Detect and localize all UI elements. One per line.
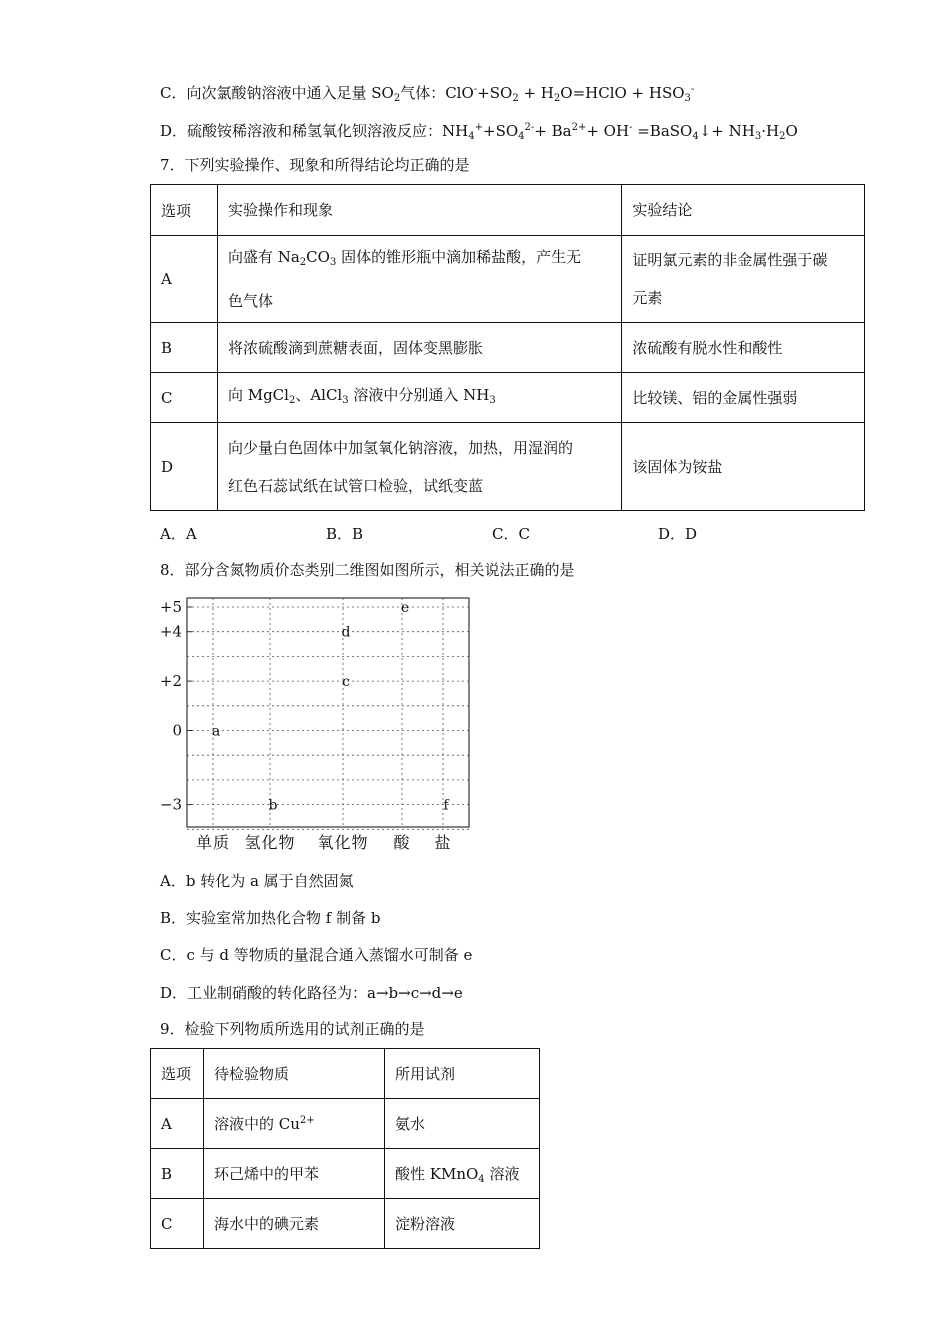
table-row xyxy=(151,1149,540,1199)
header-substance: 待检验物质 xyxy=(204,1049,385,1099)
table-row xyxy=(151,373,865,423)
q7-stem: 7．下列实验操作、现象和所得结论均正确的是 xyxy=(160,156,470,174)
row-option: C xyxy=(151,373,218,423)
header-option: 选项 xyxy=(151,185,218,236)
table-row xyxy=(151,423,865,511)
row-conclusion: 比较镁、铝的金属性强弱 xyxy=(622,373,865,423)
header-conclusion: 实验结论 xyxy=(622,185,865,236)
y-tick-label: −3 xyxy=(159,795,182,814)
row-conclusion: 证明氯元素的非金属性强于碳 元素 xyxy=(622,236,865,323)
q8-option-c: C．c 与 d 等物质的量混合通入蒸馏水可制备 e xyxy=(160,946,473,964)
x-category-label: 盐 xyxy=(434,833,452,852)
x-category-label: 酸 xyxy=(393,833,411,852)
chart-grid xyxy=(187,598,469,829)
header-reagent: 所用试剂 xyxy=(385,1049,540,1099)
row-option: B xyxy=(151,1149,204,1199)
x-category-label: 氧化物 xyxy=(317,833,369,852)
q8-option-a: A．b 转化为 a 属于自然固氮 xyxy=(160,872,354,890)
choice-a: A．A xyxy=(160,525,197,543)
x-category-label: 单质 xyxy=(195,833,231,852)
q6-option-c: C．向次氯酸钠溶液中通入足量 $SO_2$气体：$ClO^-+SO_2$ + $H_2O=HClO + HSO_3^-$ xyxy=(160,84,695,104)
point-d: d xyxy=(341,624,351,641)
q7-choices xyxy=(160,523,860,543)
point-e: e xyxy=(400,600,410,616)
table-row xyxy=(151,236,865,323)
nitrogen-valence-chart xyxy=(150,590,480,860)
row-option: D xyxy=(151,423,218,511)
row-conclusion: 该固体为铵盐 xyxy=(622,423,865,511)
point-a: a xyxy=(211,723,221,740)
row-operation: 将浓硫酸滴到蔗糖表面，固体变黑膨胀 xyxy=(217,323,621,373)
point-f: f xyxy=(443,797,449,814)
row-operation: 向盛有 $Na_2CO_3$ 固体的锥形瓶中滴加稀盐酸，产生无 色气体 xyxy=(217,236,621,323)
choice-d: D．D xyxy=(658,525,698,543)
chart-x-categories xyxy=(196,833,452,852)
choice-c: C．C xyxy=(492,525,530,543)
header-operation: 实验操作和现象 xyxy=(217,185,621,236)
table-header-row xyxy=(151,185,865,236)
row-option: C xyxy=(151,1199,204,1249)
choice-b: B．B xyxy=(326,525,364,543)
row-substance: 溶液中的 $Cu^{2+}$ xyxy=(204,1099,385,1149)
row-reagent: 淀粉溶液 xyxy=(385,1199,540,1249)
y-tick-label: +2 xyxy=(159,672,182,691)
table-row xyxy=(151,1099,540,1149)
row-operation: 向 MgCl$_2$、AlCl$_3$ 溶液中分别通入 $NH_3$ xyxy=(217,373,621,423)
q6-option-d: D．硫酸铵稀溶液和稀氢氧化钡溶液反应：$NH_4^++SO_4^{2-}+ Ba^{2+}+ OH^-$ =BaSO$_4$↓+ $NH_3\cdot H_2O$ xyxy=(160,122,798,142)
chart-frame xyxy=(187,598,469,827)
q9-table xyxy=(150,1048,540,1249)
table-header-row xyxy=(151,1049,540,1099)
row-option: A xyxy=(151,236,218,323)
q7-table xyxy=(150,184,865,511)
point-c: c xyxy=(342,674,350,691)
y-tick-label: +4 xyxy=(159,622,182,641)
q8-stem: 8．部分含氮物质价态类别二维图如图所示，相关说法正确的是 xyxy=(160,561,575,579)
y-tick-label: +5 xyxy=(159,598,182,616)
q8-option-d: D．工业制硝酸的转化路径为：a→b→c→d→e xyxy=(160,984,463,1002)
q9-stem: 9．检验下列物质所选用的试剂正确的是 xyxy=(160,1020,425,1038)
row-substance: 海水中的碘元素 xyxy=(204,1199,385,1249)
header-option: 选项 xyxy=(151,1049,204,1099)
point-b: b xyxy=(268,797,278,814)
row-option: B xyxy=(151,323,218,373)
row-operation: 向少量白色固体中加氢氧化钠溶液，加热，用湿润的 红色石蕊试纸在试管口检验，试纸变蓝 xyxy=(217,423,621,511)
row-substance: 环己烯中的甲苯 xyxy=(204,1149,385,1199)
table-row xyxy=(151,1199,540,1249)
x-category-label: 氢化物 xyxy=(244,833,296,852)
q8-option-b: B．实验室常加热化合物 f 制备 b xyxy=(160,909,381,927)
table-row xyxy=(151,323,865,373)
row-conclusion: 浓硫酸有脱水性和酸性 xyxy=(622,323,865,373)
row-option: A xyxy=(151,1099,204,1149)
row-reagent: 氨水 xyxy=(385,1099,540,1149)
row-reagent: 酸性 KMnO$_4$ 溶液 xyxy=(385,1149,540,1199)
y-tick-label: 0 xyxy=(172,721,182,740)
